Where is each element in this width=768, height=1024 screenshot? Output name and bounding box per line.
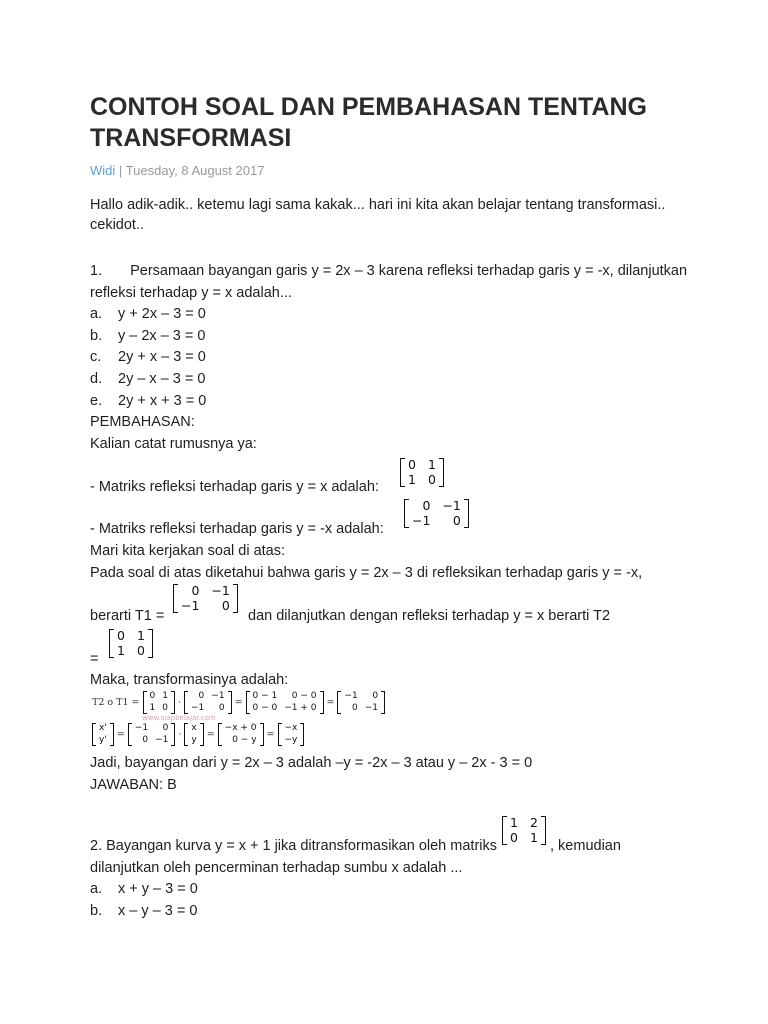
vector-xy-prime: x' y' xyxy=(92,723,114,746)
q1-text: Persamaan bayangan garis y = 2x – 3 karena refleksi terhadap garis y = -x, dilanjutkan xyxy=(130,263,688,279)
q1-option-b: b. y – 2x – 3 = 0 xyxy=(90,328,206,344)
q2-line1-after: , kemudian xyxy=(550,838,621,854)
matrix-reflection-ymx: 0 −1 −1 0 xyxy=(404,499,469,528)
formula-matrix-5: −1 0 0 −1 xyxy=(128,723,176,746)
post-date: Tuesday, 8 August 2017 xyxy=(125,163,265,178)
q2-line2: dilanjutkan oleh pencerminan terhadap sumbu x adalah ... xyxy=(90,860,463,876)
vector-product: −x + 0 0 − y xyxy=(218,723,264,746)
matrix-reflection-yx: 0 1 1 0 xyxy=(400,458,444,487)
formula-matrix-3: 0 − 1 0 − 0 0 − 0 −1 + 0 xyxy=(246,691,324,714)
catat-text: Kalian catat rumusnya ya: xyxy=(90,436,257,452)
formula-matrix-1: 0 1 1 0 xyxy=(143,691,175,714)
formula-matrix-4: −1 0 0 −1 xyxy=(337,691,385,714)
jawaban-text: JAWABAN: B xyxy=(90,777,177,793)
meta-separator: | xyxy=(118,163,123,178)
matrix-t1: 0 −1 −1 0 xyxy=(173,584,238,613)
formula-matrix-2: 0 −1 −1 0 xyxy=(184,691,232,714)
jadi-text: Jadi, bayangan dari y = 2x – 3 adalah –y = -2x – 3 atau y – 2x - 3 = 0 xyxy=(90,755,533,771)
vector-result: −x −y xyxy=(278,723,305,746)
bullet-reflection-yx: - Matriks refleksi terhadap garis y = x adalah: xyxy=(90,479,379,495)
intro-text: Hallo adik-adik.. ketemu lagi sama kakak... hari ini kita akan belajar tentang transformasi.. cekidot.. xyxy=(90,197,666,233)
matrix-t2: 0 1 1 0 xyxy=(109,629,153,658)
vector-xy: x y xyxy=(184,723,203,746)
t2-equals: = xyxy=(90,651,99,667)
q1-option-d: d. 2y – x – 3 = 0 xyxy=(90,371,206,387)
dilanjutkan-text: dan dilanjutkan dengan refleksi terhadap y = x berarti T2 xyxy=(248,608,611,624)
bullet-reflection-ymx: - Matriks refleksi terhadap garis y = -x adalah: xyxy=(90,521,384,537)
q2-option-a: a. x + y – 3 = 0 xyxy=(90,881,198,897)
q2-matrix: 1 2 0 1 xyxy=(502,816,546,845)
maka-text: Maka, transformasinya adalah: xyxy=(90,672,289,688)
q1-option-a: a. y + 2x – 3 = 0 xyxy=(90,306,206,322)
mari-text: Mari kita kerjakan soal di atas: xyxy=(90,543,286,559)
pada-text: Pada soal di atas diketahui bahwa garis y = 2x – 3 di refleksikan terhadap garis y = -x, xyxy=(90,565,643,581)
q1-number: 1. xyxy=(90,263,103,279)
watermark: www.siapbelajar.com xyxy=(142,714,216,722)
q1-option-c: c. 2y + x – 3 = 0 xyxy=(90,349,206,365)
formula-vector: x' y' = −1 0 0 −1 · x y = −x + 0 0 − y = −x −y xyxy=(92,723,304,746)
formula-t2ot1: T2 o T1 = xyxy=(92,697,140,708)
pembahasan-heading: PEMBAHASAN: xyxy=(90,414,195,430)
berarti-t1-text: berarti T1 = xyxy=(90,608,165,624)
author-link[interactable]: Widi xyxy=(90,163,116,178)
q1-option-e: e. 2y + x + 3 = 0 xyxy=(90,393,207,409)
article-title: CONTOH SOAL DAN PEMBAHASAN TENTANG TRANSFORMASI xyxy=(90,93,647,152)
q1-line2: refleksi terhadap y = x adalah... xyxy=(90,285,292,301)
q2-option-b: b. x – y – 3 = 0 xyxy=(90,903,198,919)
post-meta xyxy=(90,163,264,178)
q2-line1: 2. Bayangan kurva y = x + 1 jika ditransformasikan oleh matriks xyxy=(90,838,497,854)
formula-composition: T2 o T1 = 0 1 1 0 · 0 −1 −1 0 = 0 − 1 0 − 0 0 − 0 −1 + 0 = −1 0 0 −1 xyxy=(92,691,385,714)
q1-line1 xyxy=(90,261,687,281)
